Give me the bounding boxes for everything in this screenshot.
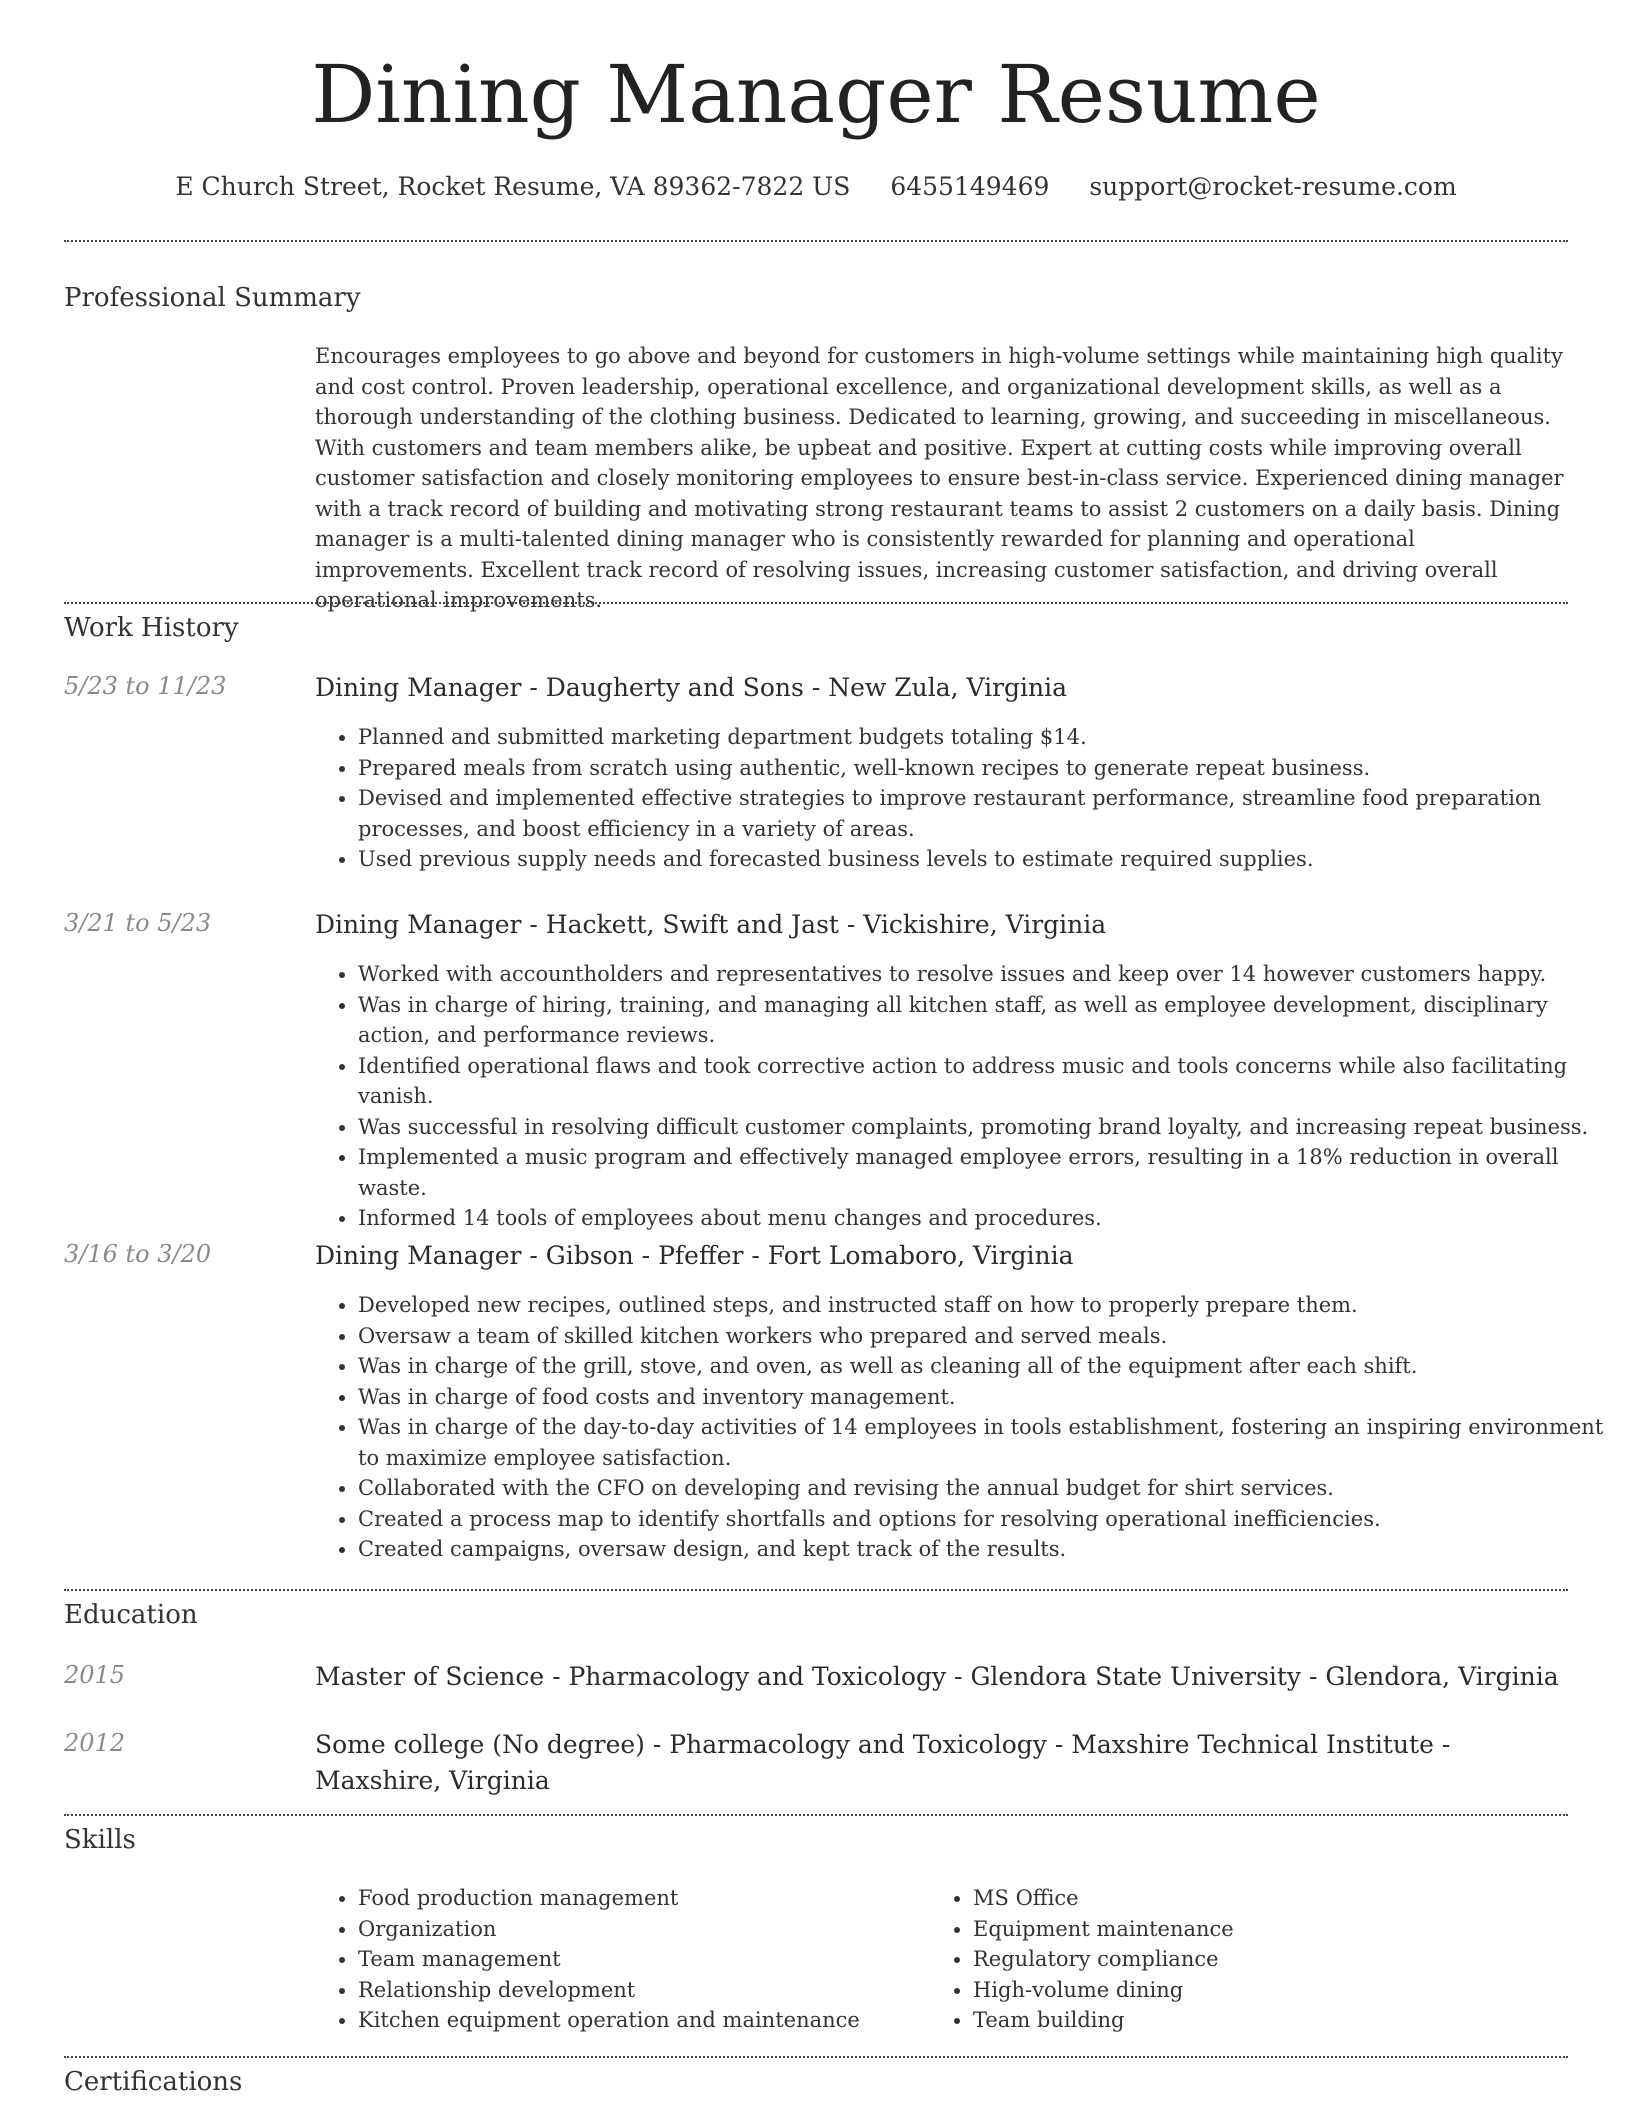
summary-text: Encourages employees to go above and beyond for customers in high-volume settings while maintaining high quality and cost control. Proven leadership, operational excellence, and organizational development skills, as well as a thorough understanding of the clothing business. Dedicated to learning, growing, and succeeding in miscellaneous. With customers and team members alike, be upbeat and positive. Expert at cutting costs while improving overall customer satisfaction and closely monitoring employees to ensure best-in-class service. Experienced dining manager with a track record of building and motivating strong restaurant teams to assist 2 customers on a daily basis. Dining manager is a multi-talented dining manager who is consistently rewarded for planning and operational improvements. Excellent track record of resolving issues, increasing customer satisfaction, and driving overall operational improvements. <box>315 344 1564 612</box>
section-divider <box>64 1814 1568 1816</box>
skills-heading: Skills <box>64 1825 136 1855</box>
certifications-heading: Certifications <box>64 2067 243 2097</box>
list-item: • Developed new recipes, outlined steps, and instructed staff on how to properly prepare them. <box>358 1290 1608 1321</box>
job-dates: 3/16 to 3/20 <box>64 1240 212 1268</box>
section-divider <box>64 602 1568 604</box>
section-divider <box>64 2056 1568 2058</box>
list-item: • Informed 14 tools of employees about menu changes and procedures. <box>358 1203 1608 1234</box>
contact-phone: 6455149469 <box>890 172 1050 201</box>
list-item: • Implemented a music program and effectively managed employee errors, resulting in a 18% reduction in overall waste. <box>358 1142 1608 1203</box>
list-item: • Prepared meals from scratch using authentic, well-known recipes to generate repeat business. <box>358 753 1608 784</box>
education-degree: Master of Science - Pharmacology and Toxicology - Glendora State University - Glendora, Virginia <box>315 1662 1559 1691</box>
resume-title: Dining Manager Resume <box>311 48 1321 141</box>
education-year: 2015 <box>64 1661 126 1689</box>
section-divider <box>64 240 1568 242</box>
job-bullets <box>315 959 1608 1234</box>
contact-address: E Church Street, Rocket Resume, VA 89362-7822 US <box>175 172 851 201</box>
list-item: • Worked with accountholders and representatives to resolve issues and keep over 14 however customers happy. <box>358 959 1608 990</box>
list-item: • Was in charge of the day-to-day activities of 14 employees in tools establishment, fostering an inspiring environment to maximize employee satisfaction. <box>358 1412 1608 1473</box>
job-title: Dining Manager - Gibson - Pfeffer - Fort Lomaboro, Virginia <box>315 1241 1074 1270</box>
job-dates: 5/23 to 11/23 <box>64 672 227 700</box>
list-item: • Was in charge of the grill, stove, and oven, as well as cleaning all of the equipment after each shift. <box>358 1351 1608 1382</box>
list-item: • Devised and implemented effective strategies to improve restaurant performance, streamline food preparation processes, and boost efficiency in a variety of areas. <box>358 783 1608 844</box>
list-item: • Created a process map to identify shortfalls and options for resolving operational inefficiencies. <box>358 1504 1608 1535</box>
skill-item: • Relationship development <box>358 1975 918 2006</box>
skill-item: • High-volume dining <box>973 1975 1573 2006</box>
skill-item: • Equipment maintenance <box>973 1914 1573 1945</box>
list-item: • Was in charge of food costs and inventory management. <box>358 1382 1608 1413</box>
skill-item: • Team building <box>973 2005 1573 2036</box>
job-title: Dining Manager - Daugherty and Sons - New Zula, Virginia <box>315 673 1068 702</box>
education-heading: Education <box>64 1600 198 1630</box>
job-bullets <box>315 1290 1608 1565</box>
contact-email: support@rocket-resume.com <box>1089 172 1457 201</box>
job-bullets <box>315 722 1608 875</box>
contact-line <box>0 172 1632 201</box>
list-item: • Was successful in resolving difficult customer complaints, promoting brand loyalty, and increasing repeat business. <box>358 1112 1608 1143</box>
education-year: 2012 <box>64 1729 126 1757</box>
skill-item: • MS Office <box>973 1883 1573 1914</box>
list-item: • Used previous supply needs and forecasted business levels to estimate required supplies. <box>358 844 1608 875</box>
skill-item: • Food production management <box>358 1883 918 1914</box>
work-history-heading: Work History <box>64 613 239 643</box>
job-dates: 3/21 to 5/23 <box>64 909 212 937</box>
skill-item: • Regulatory compliance <box>973 1944 1573 1975</box>
list-item: • Oversaw a team of skilled kitchen workers who prepared and served meals. <box>358 1321 1608 1352</box>
skill-item: • Kitchen equipment operation and maintenance <box>358 2005 918 2036</box>
section-divider <box>64 1589 1568 1591</box>
list-item: • Was in charge of hiring, training, and managing all kitchen staff, as well as employee development, disciplinary action, and performance reviews. <box>358 990 1608 1051</box>
job-title: Dining Manager - Hackett, Swift and Jast - Vickishire, Virginia <box>315 910 1107 939</box>
skills-list-left <box>315 1883 918 2036</box>
summary-heading: Professional Summary <box>64 283 361 313</box>
list-item: • Identified operational flaws and took corrective action to address music and tools concerns while also facilitating vanish. <box>358 1051 1608 1112</box>
list-item: • Collaborated with the CFO on developing and revising the annual budget for shirt services. <box>358 1473 1608 1504</box>
education-degree: Some college (No degree) - Pharmacology and Toxicology - Maxshire Technical Institute - Maxshire, Virginia <box>315 1730 1451 1795</box>
skills-list-right <box>930 1883 1573 2036</box>
list-item: • Created campaigns, oversaw design, and kept track of the results. <box>358 1534 1608 1565</box>
skill-item: • Team management <box>358 1944 918 1975</box>
skill-item: • Organization <box>358 1914 918 1945</box>
list-item: • Planned and submitted marketing department budgets totaling $14. <box>358 722 1608 753</box>
